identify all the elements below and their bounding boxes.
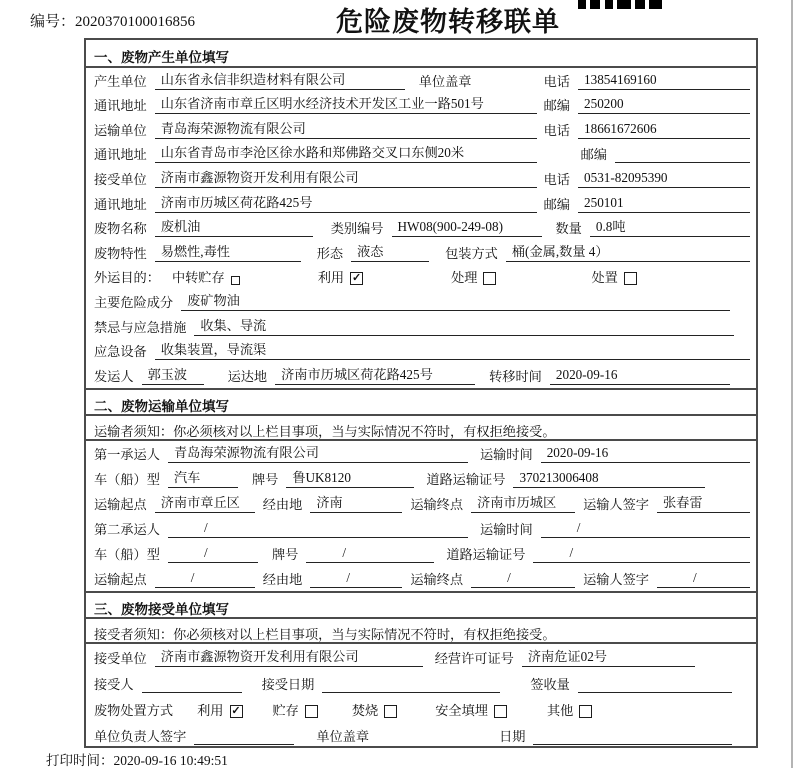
producer-phone-value: 13854169160 xyxy=(578,72,750,90)
packing-label: 包装方式 xyxy=(445,245,498,261)
receiver-label: 接受单位 xyxy=(94,171,147,187)
sign-date-label: 日期 xyxy=(499,728,526,744)
route2-via-label: 经由地 xyxy=(262,571,303,587)
row-route-1 xyxy=(86,491,756,516)
plate2-label: 牌号 xyxy=(271,546,299,562)
disposal-option-utilize: 利用 xyxy=(197,702,224,718)
row-vehicle-2 xyxy=(86,541,756,566)
vehicle1-type-value: 汽车 xyxy=(168,467,238,488)
transfer-time-label: 转移时间 xyxy=(489,368,542,384)
waste-transfer-form xyxy=(84,38,758,748)
carrier1-label: 第一承运人 xyxy=(94,446,160,462)
row-hazard-component xyxy=(86,289,756,314)
purpose-option-utilize: 利用 xyxy=(317,270,345,286)
transporter-value: 青岛海荣源物流有限公司 xyxy=(155,118,537,139)
carrier1-value: 青岛海荣源物流有限公司 xyxy=(168,442,468,463)
plate2-value: / xyxy=(306,545,434,563)
route2-start-label: 运输起点 xyxy=(94,571,147,587)
plate1-value: 鲁UK8120 xyxy=(286,467,414,488)
accept-date-value xyxy=(322,677,500,693)
disposal-option-other: 其他 xyxy=(547,702,574,718)
row-route-2 xyxy=(86,566,756,591)
doc-number xyxy=(30,10,195,31)
road-permit2-label: 道路运输证号 xyxy=(446,546,526,562)
route1-end-label: 运输终点 xyxy=(410,496,464,512)
purpose-option-treat: 处理 xyxy=(451,270,478,286)
doc-number-label: 编号： xyxy=(30,14,76,30)
checkbox-storage xyxy=(231,276,240,285)
acceptor-label: 接受人 xyxy=(94,676,134,692)
waste-qty-label: 数量 xyxy=(555,221,582,237)
row-disposal-method xyxy=(86,696,756,722)
row-emergency-equipment xyxy=(86,339,756,364)
checkbox-dispose xyxy=(624,272,637,285)
transporter-phone-value: 18661672606 xyxy=(578,121,750,139)
route1-sign-label: 运输人签字 xyxy=(583,496,649,512)
row-responsible-sign xyxy=(86,722,756,748)
receiver-value: 济南市鑫源物资开发利用有限公司 xyxy=(155,167,537,188)
row-waste-property xyxy=(86,240,756,265)
waste-form-label: 形态 xyxy=(316,245,344,261)
route2-sign-label: 运输人签字 xyxy=(583,571,649,587)
accept-unit-value: 济南市鑫源物资开发利用有限公司 xyxy=(155,646,423,667)
vehicle2-type-value: / xyxy=(168,545,258,563)
page-title: 危险废物转移联单 xyxy=(336,7,560,37)
equipment-value: 收集装置，导流渠 xyxy=(155,339,750,360)
print-time-label: 打印时间： xyxy=(46,753,114,768)
producer-zip-value: 250200 xyxy=(578,96,750,114)
transporter-notice: 运输者须知：你必须核对以上栏目事项，当与实际情况不符时，有权拒绝接受。 xyxy=(86,416,756,441)
route1-sign-value: 张春雷 xyxy=(657,492,750,513)
equipment-label: 应急设备 xyxy=(94,344,147,360)
producer-phone-label: 电话 xyxy=(543,73,570,89)
page-edge-divider xyxy=(791,0,793,768)
receiver-zip-label: 邮编 xyxy=(543,196,570,212)
waste-name-value: 废机油 xyxy=(155,216,313,237)
road-permit1-value: 370213006408 xyxy=(513,470,705,488)
accept-date-label: 接受日期 xyxy=(261,676,315,692)
section-3-header: 三、废物接受单位填写 xyxy=(86,591,756,619)
sign-date-value xyxy=(533,729,732,745)
producer-address-label: 通讯地址 xyxy=(94,98,147,114)
route2-end-value: / xyxy=(471,570,575,588)
route2-via-value: / xyxy=(310,570,402,588)
license-label: 经营许可证号 xyxy=(434,650,514,666)
transporter-address-value: 山东省青岛市李沧区徐水路和郑佛路交叉口东侧20米 xyxy=(155,142,537,163)
transfer-time-value: 2020-09-16 xyxy=(550,367,730,385)
row-waste-name xyxy=(86,216,756,241)
route1-via-label: 经由地 xyxy=(262,496,303,512)
row-accept-unit xyxy=(86,644,756,670)
row-sender xyxy=(86,363,756,388)
section-1-header: 一、废物产生单位填写 xyxy=(86,40,756,68)
receipt-qty-label: 签收量 xyxy=(530,676,570,692)
taboo-value: 收集、导流 xyxy=(194,315,734,336)
checkbox-disposal-store xyxy=(305,705,318,718)
transporter-zip-label: 邮编 xyxy=(580,147,607,163)
checkbox-disposal-other xyxy=(579,705,592,718)
receipt-qty-value xyxy=(578,677,732,693)
disposal-label: 废物处置方式 xyxy=(94,702,174,718)
responsible-sign-label: 单位负责人签字 xyxy=(94,728,187,744)
taboo-label: 禁忌与应急措施 xyxy=(94,319,187,335)
route1-start-label: 运输起点 xyxy=(94,496,147,512)
carrier2-label: 第二承运人 xyxy=(94,521,160,537)
row-carrier-1 xyxy=(86,441,756,466)
doc-number-value: 2020370100016856 xyxy=(75,14,196,30)
receiver-notice: 接受者须知：你必须核对以上栏目事项，当与实际情况不符时，有权拒绝接受。 xyxy=(86,619,756,644)
purpose-option-dispose: 处置 xyxy=(591,270,618,286)
row-taboo-measures xyxy=(86,314,756,339)
row-transporter-address xyxy=(86,142,756,167)
transporter-label: 运输单位 xyxy=(94,122,147,138)
waste-category-value: HW08(900-249-08) xyxy=(392,219,542,237)
acceptor-value xyxy=(142,677,242,693)
license-value: 济南危证02号 xyxy=(522,646,695,667)
disposal-option-incinerate: 焚烧 xyxy=(351,702,379,718)
receiver-phone-value: 0531-82095390 xyxy=(578,170,750,188)
route2-sign-value: / xyxy=(657,570,750,588)
carrier1-time-label: 运输时间 xyxy=(479,446,533,462)
checkbox-treat xyxy=(483,272,496,285)
accept-unit-label: 接受单位 xyxy=(94,650,147,666)
producer-zip-label: 邮编 xyxy=(543,98,570,114)
hazard-value: 废矿物油 xyxy=(181,290,730,311)
plate1-label: 牌号 xyxy=(251,471,279,487)
receiver-phone-label: 电话 xyxy=(543,171,570,187)
unit-seal2-label: 单位盖章 xyxy=(316,728,370,744)
row-carrier-2 xyxy=(86,516,756,541)
destination-label: 运达地 xyxy=(227,368,268,384)
checkbox-disposal-utilize: ✓ xyxy=(231,704,241,717)
road-permit1-label: 道路运输证号 xyxy=(426,471,506,487)
unit-seal-label: 单位盖章 xyxy=(418,73,472,89)
carrier1-time-value: 2020-09-16 xyxy=(541,445,750,463)
route1-via-value: 济南 xyxy=(310,492,402,513)
vehicle1-label: 车（船）型 xyxy=(94,471,160,487)
carrier2-value: / xyxy=(168,520,468,538)
route2-end-label: 运输终点 xyxy=(410,571,464,587)
print-time-value: 2020-09-16 10:49:51 xyxy=(113,753,228,768)
hazard-label: 主要危险成分 xyxy=(94,294,174,310)
destination-value: 济南市历城区荷花路425号 xyxy=(275,364,475,385)
section-2-header: 二、废物运输单位填写 xyxy=(86,388,756,416)
disposal-option-landfill: 安全填埋 xyxy=(435,702,488,718)
route1-start-value: 济南市章丘区 xyxy=(155,492,255,513)
checkbox-utilize: ✓ xyxy=(351,272,362,285)
producer-address-value: 山东省济南市章丘区明水经济技术开发区工业一路501号 xyxy=(155,93,537,114)
carrier2-time-label: 运输时间 xyxy=(479,521,533,537)
waste-form-value: 液态 xyxy=(351,241,429,262)
qr-code-fragment-icon xyxy=(578,0,662,9)
vehicle2-label: 车（船）型 xyxy=(94,546,160,562)
waste-category-label: 类别编号 xyxy=(330,221,384,237)
checkbox-disposal-incinerate xyxy=(384,705,397,718)
row-receiver xyxy=(86,166,756,191)
purpose-option-storage: 中转贮存 xyxy=(171,270,225,286)
waste-property-value: 易燃性,毒性 xyxy=(155,241,301,262)
waste-qty-value: 0.8吨 xyxy=(590,216,750,237)
waste-name-label: 废物名称 xyxy=(94,221,147,237)
row-transfer-purpose xyxy=(86,265,756,290)
row-producer-address xyxy=(86,93,756,118)
receiver-address-label: 通讯地址 xyxy=(94,196,147,212)
receiver-zip-value: 250101 xyxy=(578,195,750,213)
row-vehicle-1 xyxy=(86,466,756,491)
print-time xyxy=(46,749,228,769)
responsible-sign-value xyxy=(194,729,294,745)
receiver-address-value: 济南市历城区荷花路425号 xyxy=(155,192,537,213)
row-transporter xyxy=(86,117,756,142)
transporter-phone-label: 电话 xyxy=(543,122,570,138)
producer-value: 山东省永信非织造材料有限公司 xyxy=(155,69,405,90)
transporter-zip-value xyxy=(615,147,750,163)
road-permit2-value: / xyxy=(533,545,750,563)
packing-value: 桶(金属,数量 4） xyxy=(506,241,750,262)
checkbox-disposal-landfill xyxy=(494,705,507,718)
carrier2-time-value: / xyxy=(541,520,750,538)
waste-property-label: 废物特性 xyxy=(94,245,147,261)
sender-value: 郭玉波 xyxy=(142,364,204,385)
sender-label: 发运人 xyxy=(94,368,134,384)
route1-end-value: 济南市历城区 xyxy=(471,492,575,513)
row-acceptor xyxy=(86,670,756,696)
disposal-option-store: 贮存 xyxy=(272,702,299,718)
row-producer xyxy=(86,68,756,93)
transporter-address-label: 通讯地址 xyxy=(94,147,147,163)
producer-label: 产生单位 xyxy=(94,73,147,89)
row-receiver-address xyxy=(86,191,756,216)
purpose-label: 外运目的： xyxy=(94,270,160,286)
route2-start-value: / xyxy=(155,570,255,588)
